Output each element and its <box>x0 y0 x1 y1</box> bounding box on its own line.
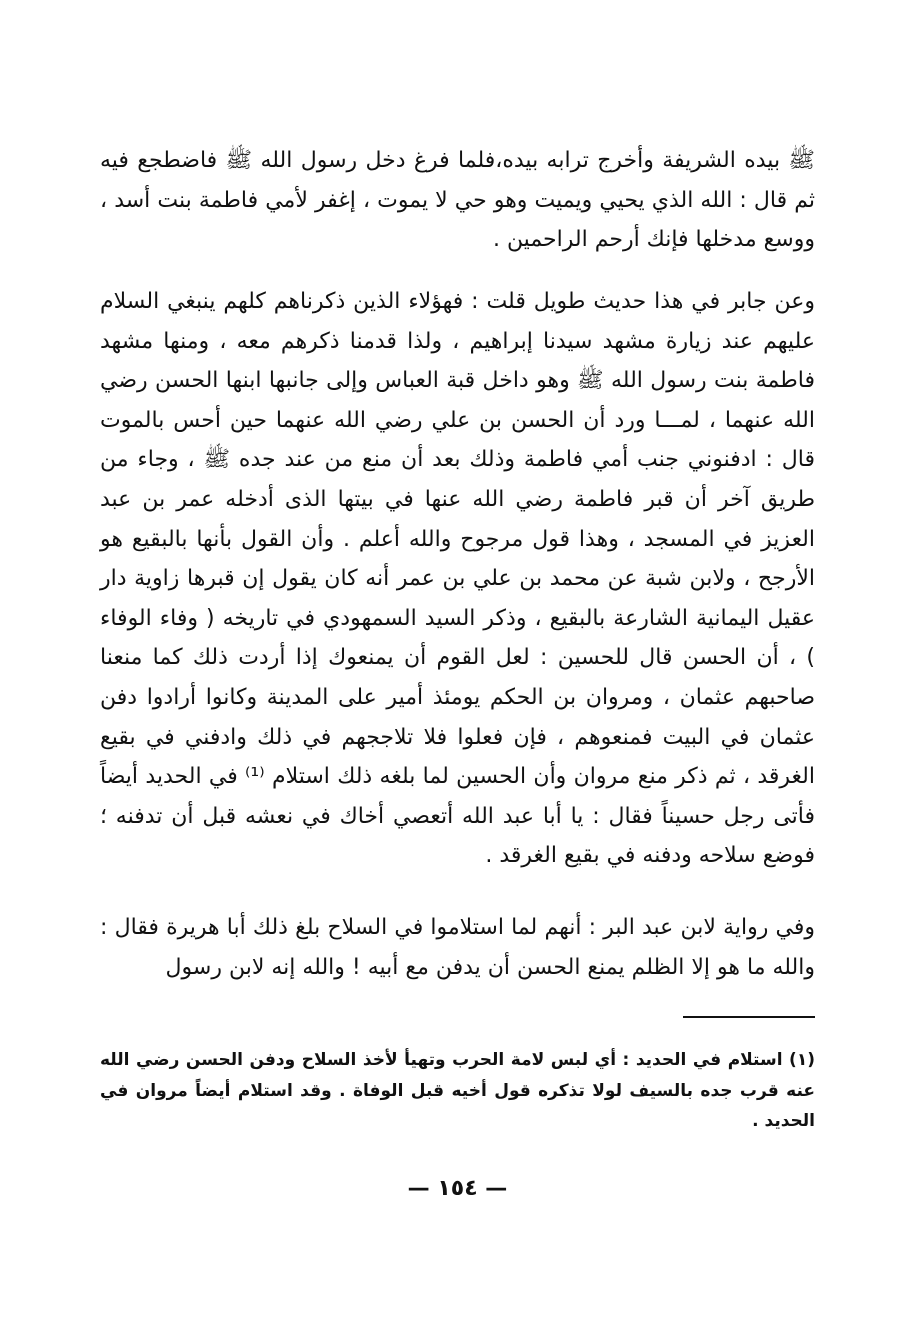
footnote: (١) استلام في الحديد : أي لبس لامة الحرب وتهيأ لأخذ السلاح ودفن الحسن رضي الله عنه قرب جده بالسيف لولا تذكره قول أخيه قبل الوفاة . وقد استلام أيضاً مروان في الحديد . <box>100 1050 815 1131</box>
body-paragraph-2: وعن جابر في هذا حديث طويل قلت : فهؤلاء الذين ذكرناهم كلهم ينبغي السلام عليهم عند زيارة مشهد سيدنا إبراهيم ، ولذا قدمنا ذكرهم معه ، ومنها مشهد فاطمة بنت رسول الله ﷺ وهو داخل قبة العباس وإلى جانبها ابنها الحسن رضي الله عنهما ، لمـــا ورد أن الحسن بن علي رضي الله عنهما حين أحس بالموت قال : ادفنوني جنب أمي فاطمة وذلك بعد أن منع من عند جده ﷺ ، وجاء من طريق آخر أن قبر فاطمة رضي الله عنها في بيتها الذى أدخله عمر بن عبد العزيز في المسجد ، وهذا قول مرجوح والله أعلم . وأن القول بأنها بالبقيع هو الأرجح ، ولابن شبة عن محمد بن علي بن عمر أنه كان يقول إن قبرها زاوية دار عقيل اليمانية الشارعة بالبقيع ، وذكر السيد السمهودي في تاريخه ( وفاء الوفاء ) ، أن الحسن قال للحسين : لعل القوم أن يمنعوك إذا أردت ذلك كما منعنا صاحبهم عثمان ، ومروان بن الحكم يومئذ أمير على المدينة وكانوا أرادوا دفن عثمان في البيت فمنعوهم ، فإن فعلوا فلا تلاججهم في ذلك وادفني في بقيع الغرقد ، ثم ذكر منع مروان وأن الحسين لما بلغه ذلك استلام ⁽¹⁾ في الحديد أيضاً فأتى رجل حسيناً فقال : يا أبا عبد الله أتعصي أخاك في نعشه قبل أن تدفنه ؛ فوضع سلاحه ودفنه في بقيع الغرقد . <box>100 289 815 869</box>
body-paragraph-3: وفي رواية لابن عبد البر : أنهم لما استلاموا في السلاح بلغ ذلك أبا هريرة فقال : والله ما هو إلا الظلم يمنع الحسن أن يدفن مع أبيه ! والله إنه لابن رسول <box>100 915 815 980</box>
body-paragraph-1: ﷺ بيده الشريفة وأخرج ترابه بيده،فلما فرغ دخل رسول الله ﷺ فاضطجع فيه ثم قال : الله الذي يحيي ويميت وهو حي لا يموت ، إغفر لأمي فاطمة بنت أسد ، ووسع مدخلها فإنك أرحم الراحمين . <box>100 148 815 253</box>
footnote-separator <box>683 1016 815 1018</box>
page-number: — ١٥٤ — <box>407 1176 508 1201</box>
